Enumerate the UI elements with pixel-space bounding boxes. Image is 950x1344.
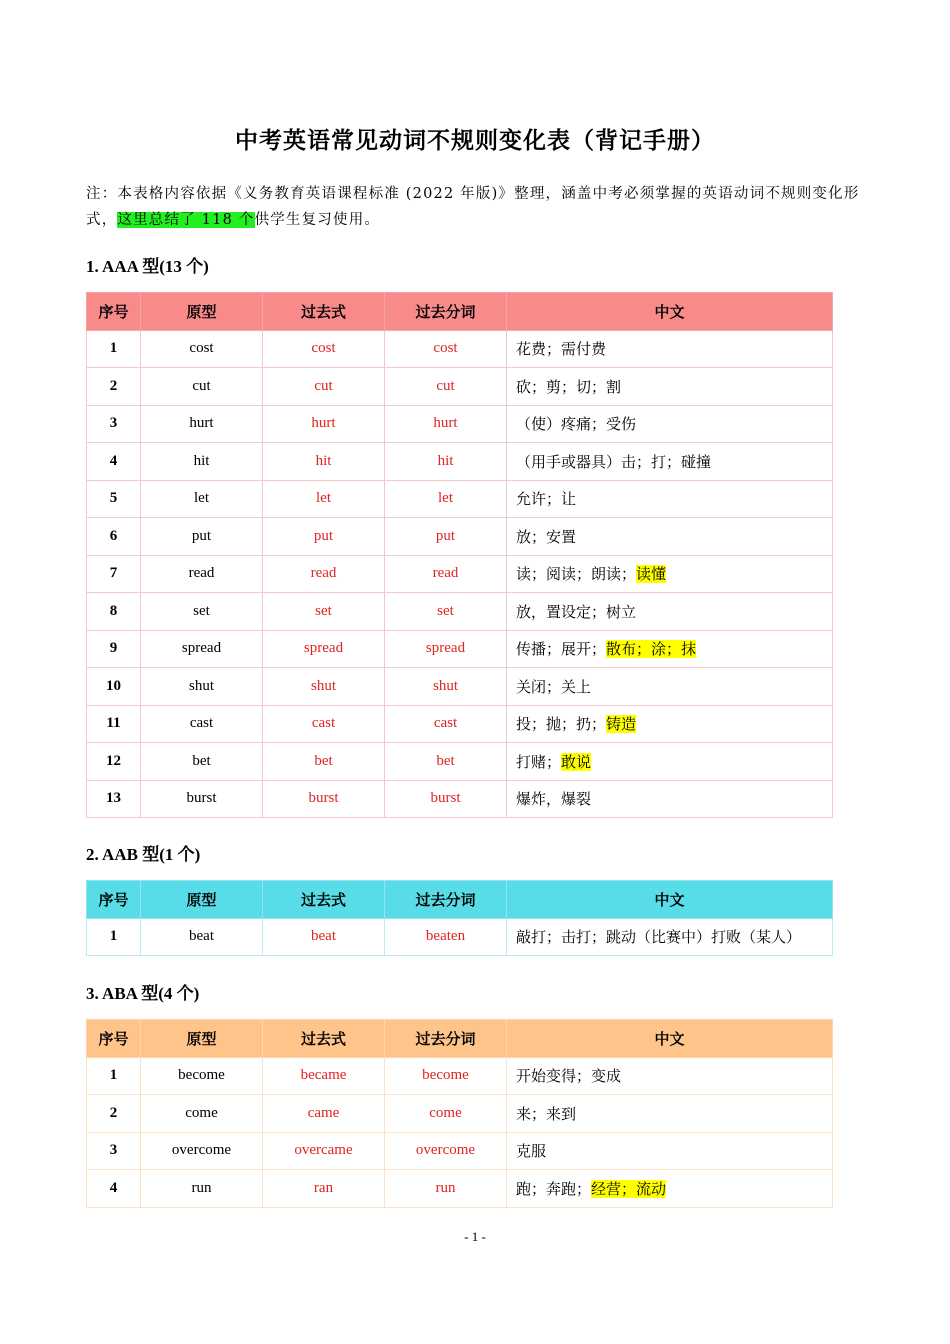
past-participle: hit — [385, 443, 507, 481]
meaning-text: 投；抛；扔； — [516, 715, 607, 734]
row-number: 2 — [87, 368, 141, 406]
column-header: 中文 — [507, 1020, 833, 1058]
page-title: 中考英语常见动词不规则变化表（背记手册） — [235, 128, 715, 154]
base-form: cost — [141, 330, 263, 368]
base-form: cast — [141, 705, 263, 743]
row-number: 4 — [87, 1170, 141, 1208]
table-header-row — [87, 1020, 833, 1058]
page-number: - 1 - — [464, 1229, 486, 1244]
meaning-text: 放，置设定；树立 — [516, 602, 637, 621]
table-row — [87, 1057, 833, 1095]
past-participle: burst — [385, 780, 507, 818]
meaning-text: （用手或器具）击；打；碰撞 — [516, 452, 712, 471]
table-row — [87, 668, 833, 706]
base-form: read — [141, 555, 263, 593]
past-participle: spread — [385, 630, 507, 668]
past-tense: cost — [263, 330, 385, 368]
base-form: hit — [141, 443, 263, 481]
past-participle: cut — [385, 368, 507, 406]
column-header: 过去式 — [263, 881, 385, 919]
meaning-text: 放；安置 — [516, 527, 577, 546]
column-header: 过去分词 — [385, 293, 507, 331]
table-aaa — [86, 292, 833, 818]
row-number: 6 — [87, 518, 141, 556]
base-form: cut — [141, 368, 263, 406]
past-participle: shut — [385, 668, 507, 706]
past-tense: hit — [263, 443, 385, 481]
past-tense: overcame — [263, 1132, 385, 1170]
table-row — [87, 518, 833, 556]
chinese-meaning — [507, 705, 833, 743]
meaning-text: 读；阅读；朗读； — [516, 565, 637, 584]
past-tense: set — [263, 593, 385, 631]
chinese-meaning — [507, 405, 833, 443]
table-row — [87, 405, 833, 443]
row-number: 7 — [87, 555, 141, 593]
meaning-text: （使）疼痛；受伤 — [516, 415, 637, 434]
meaning-text: 花费；需付费 — [516, 340, 607, 359]
chinese-meaning — [507, 518, 833, 556]
past-participle: set — [385, 593, 507, 631]
past-participle: bet — [385, 743, 507, 781]
note-text-end: 供学生复习使用。 — [254, 212, 381, 228]
base-form: become — [141, 1057, 263, 1095]
past-participle: become — [385, 1057, 507, 1095]
meaning-text: 开始变得；变成 — [516, 1067, 622, 1086]
table-row — [87, 368, 833, 406]
past-tense: became — [263, 1057, 385, 1095]
meaning-text: 克服 — [516, 1142, 547, 1161]
past-participle: beaten — [385, 918, 507, 956]
table-row — [87, 780, 833, 818]
table-row — [87, 330, 833, 368]
row-number: 8 — [87, 593, 141, 631]
table-row — [87, 480, 833, 518]
column-header: 过去式 — [263, 1020, 385, 1058]
past-tense: let — [263, 480, 385, 518]
meaning-highlight: 铸造 — [606, 715, 637, 734]
column-header: 过去分词 — [385, 881, 507, 919]
chinese-meaning — [507, 1170, 833, 1208]
row-number: 1 — [87, 1057, 141, 1095]
section-heading-aba: 3. ABA 型(4 个) — [86, 984, 200, 1003]
past-tense: put — [263, 518, 385, 556]
intro-note — [86, 181, 866, 233]
row-number: 3 — [87, 1132, 141, 1170]
chinese-meaning — [507, 480, 833, 518]
meaning-highlight: 读懂 — [636, 565, 667, 584]
column-header: 序号 — [87, 293, 141, 331]
column-header: 原型 — [141, 881, 263, 919]
meaning-text: 爆炸，爆裂 — [516, 790, 592, 809]
base-form: spread — [141, 630, 263, 668]
meaning-text: 传播；展开； — [516, 640, 607, 659]
past-tense: shut — [263, 668, 385, 706]
past-tense: cast — [263, 705, 385, 743]
base-form: shut — [141, 668, 263, 706]
meaning-text: 跑；奔跑； — [516, 1179, 592, 1198]
table-row — [87, 918, 833, 956]
column-header: 中文 — [507, 881, 833, 919]
past-participle: hurt — [385, 405, 507, 443]
base-form: bet — [141, 743, 263, 781]
past-tense: ran — [263, 1170, 385, 1208]
row-number: 3 — [87, 405, 141, 443]
row-number: 5 — [87, 480, 141, 518]
row-number: 10 — [87, 668, 141, 706]
table-row — [87, 593, 833, 631]
row-number: 9 — [87, 630, 141, 668]
past-participle: read — [385, 555, 507, 593]
section-heading-aab: 2. AAB 型(1 个) — [86, 845, 201, 864]
past-participle: put — [385, 518, 507, 556]
chinese-meaning — [507, 743, 833, 781]
row-number: 13 — [87, 780, 141, 818]
meaning-text: 敲打；击打；跳动（比赛中）打败（某人） — [516, 928, 802, 947]
chinese-meaning — [507, 1057, 833, 1095]
past-tense: hurt — [263, 405, 385, 443]
meaning-highlight: 散布；涂；抹 — [606, 640, 697, 659]
meaning-highlight: 敢说 — [561, 752, 592, 771]
row-number: 11 — [87, 705, 141, 743]
table-row — [87, 1170, 833, 1208]
past-tense: bet — [263, 743, 385, 781]
base-form: burst — [141, 780, 263, 818]
meaning-text: 砍；剪；切；割 — [516, 377, 622, 396]
chinese-meaning — [507, 918, 833, 956]
meaning-highlight: 经营；流动 — [591, 1179, 667, 1198]
note-text: 注：本表格内容依据《义务教育英语课程标准 (2022 年版)》整理，涵盖中考必须掌握的英语动词不规则变化形式， — [86, 186, 860, 228]
chinese-meaning — [507, 368, 833, 406]
past-participle: cast — [385, 705, 507, 743]
past-tense: spread — [263, 630, 385, 668]
row-number: 1 — [87, 330, 141, 368]
meaning-text: 打赌； — [516, 752, 562, 771]
past-participle: cost — [385, 330, 507, 368]
table-row — [87, 443, 833, 481]
row-number: 4 — [87, 443, 141, 481]
base-form: put — [141, 518, 263, 556]
table-header-row — [87, 881, 833, 919]
base-form: run — [141, 1170, 263, 1208]
chinese-meaning — [507, 443, 833, 481]
row-number: 1 — [87, 918, 141, 956]
past-tense: burst — [263, 780, 385, 818]
base-form: set — [141, 593, 263, 631]
section-heading-aaa: 1. AAA 型(13 个) — [86, 257, 209, 276]
past-participle: overcome — [385, 1132, 507, 1170]
past-participle: let — [385, 480, 507, 518]
chinese-meaning — [507, 1132, 833, 1170]
table-row — [87, 1132, 833, 1170]
meaning-text: 关闭；关上 — [516, 677, 592, 696]
past-participle: come — [385, 1095, 507, 1133]
base-form: come — [141, 1095, 263, 1133]
row-number: 12 — [87, 743, 141, 781]
base-form: let — [141, 480, 263, 518]
table-row — [87, 743, 833, 781]
meaning-text: 允许；让 — [516, 490, 577, 509]
base-form: hurt — [141, 405, 263, 443]
chinese-meaning — [507, 330, 833, 368]
base-form: overcome — [141, 1132, 263, 1170]
column-header: 序号 — [87, 1020, 141, 1058]
table-row — [87, 705, 833, 743]
column-header: 序号 — [87, 881, 141, 919]
past-tense: beat — [263, 918, 385, 956]
chinese-meaning — [507, 1095, 833, 1133]
note-highlight: 这里总结了 118 个 — [117, 212, 255, 228]
column-header: 过去式 — [263, 293, 385, 331]
chinese-meaning — [507, 780, 833, 818]
past-tense: read — [263, 555, 385, 593]
table-aab — [86, 880, 833, 956]
table-header-row — [87, 293, 833, 331]
past-tense: came — [263, 1095, 385, 1133]
past-tense: cut — [263, 368, 385, 406]
chinese-meaning — [507, 668, 833, 706]
column-header: 原型 — [141, 1020, 263, 1058]
table-row — [87, 1095, 833, 1133]
table-row — [87, 630, 833, 668]
base-form: beat — [141, 918, 263, 956]
column-header: 过去分词 — [385, 1020, 507, 1058]
row-number: 2 — [87, 1095, 141, 1133]
column-header: 中文 — [507, 293, 833, 331]
chinese-meaning — [507, 630, 833, 668]
past-participle: run — [385, 1170, 507, 1208]
column-header: 原型 — [141, 293, 263, 331]
meaning-text: 来；来到 — [516, 1104, 577, 1123]
table-aba — [86, 1019, 833, 1208]
table-row — [87, 555, 833, 593]
chinese-meaning — [507, 555, 833, 593]
chinese-meaning — [507, 593, 833, 631]
